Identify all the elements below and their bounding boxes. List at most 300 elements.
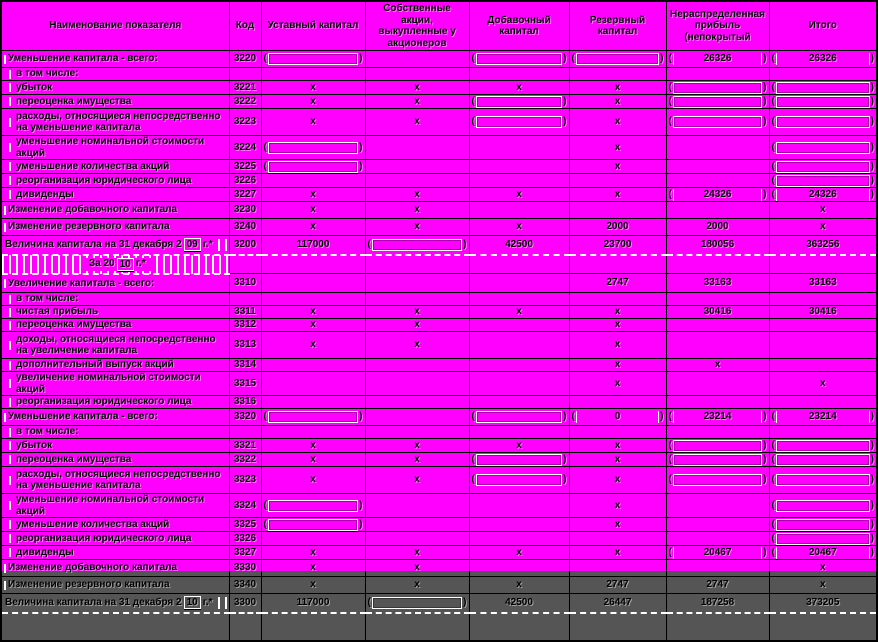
value-field[interactable] bbox=[776, 474, 870, 486]
row-label: в том числе: bbox=[1, 426, 229, 439]
cell-shares bbox=[365, 51, 469, 68]
cell-nerasp bbox=[666, 160, 769, 174]
cell-dobav bbox=[469, 160, 569, 174]
cell-rezerv-x-mark: х bbox=[569, 467, 666, 494]
close-paren: ) bbox=[763, 95, 767, 107]
cell-dobav bbox=[469, 319, 569, 332]
value-field[interactable] bbox=[268, 411, 358, 423]
row-label: в том числе: bbox=[1, 293, 229, 306]
open-paren: ( bbox=[771, 453, 775, 465]
col-header-shares: Собственные акции, выкупленные у акционеров bbox=[365, 1, 469, 51]
cell-itogo bbox=[769, 613, 877, 641]
row-label: доходы, относящиеся непосредственно на увеличение капитала bbox=[1, 332, 229, 359]
value-field[interactable] bbox=[372, 239, 462, 251]
table-row bbox=[1, 494, 877, 518]
cell-ustav bbox=[261, 51, 365, 68]
value-field[interactable] bbox=[576, 53, 659, 65]
row-label bbox=[1, 613, 229, 641]
cell-nerasp bbox=[666, 174, 769, 188]
value-field[interactable]: 23214 bbox=[673, 411, 762, 423]
cell-dobav bbox=[469, 293, 569, 306]
close-paren: ) bbox=[870, 546, 874, 558]
cell-dobav-x-mark: х bbox=[469, 306, 569, 319]
cell-nerasp bbox=[666, 453, 769, 467]
cell-nerasp bbox=[666, 202, 769, 219]
close-paren: ) bbox=[763, 439, 767, 451]
cell-itogo bbox=[769, 359, 877, 372]
cell-rezerv bbox=[569, 532, 666, 546]
value-field[interactable] bbox=[372, 597, 462, 609]
table-row bbox=[1, 255, 877, 274]
value-field[interactable] bbox=[268, 142, 358, 154]
row-code bbox=[229, 68, 261, 81]
cell-nerasp bbox=[666, 409, 769, 426]
cell-nerasp bbox=[666, 255, 769, 274]
cell-shares bbox=[365, 594, 469, 613]
row-label: расходы, относящиеся непосредственно на уменьшение капитала bbox=[1, 467, 229, 494]
row-label: дивиденды bbox=[1, 188, 229, 202]
cell-itogo bbox=[769, 409, 877, 426]
open-paren: ( bbox=[668, 411, 672, 423]
value-field[interactable]: 20467 bbox=[776, 547, 870, 559]
close-paren: ) bbox=[763, 81, 767, 93]
cell-shares-x-mark: х bbox=[365, 219, 469, 236]
value-field[interactable]: 23214 bbox=[776, 411, 870, 423]
row-code: 3226 bbox=[229, 174, 261, 188]
row-code: 3313 bbox=[229, 332, 261, 359]
cell-itogo: 363256 bbox=[769, 236, 877, 255]
cell-rezerv bbox=[569, 174, 666, 188]
value-field[interactable]: 24326 bbox=[673, 189, 762, 201]
cell-dobav bbox=[469, 95, 569, 109]
row-label: переоценка имущества bbox=[1, 453, 229, 467]
table-row bbox=[1, 202, 877, 219]
cell-nerasp: 2000 bbox=[666, 219, 769, 236]
cell-shares bbox=[365, 255, 469, 274]
open-paren: ( bbox=[668, 439, 672, 451]
cell-nerasp bbox=[666, 439, 769, 453]
cell-dobav bbox=[469, 68, 569, 81]
row-code: 3224 bbox=[229, 136, 261, 160]
cell-dobav bbox=[469, 372, 569, 396]
cell-rezerv-x-mark: х bbox=[569, 518, 666, 532]
open-paren: ( bbox=[668, 53, 672, 65]
cell-ustav bbox=[261, 160, 365, 174]
value-field[interactable] bbox=[476, 53, 562, 65]
table-row bbox=[1, 439, 877, 453]
row-code: 3225 bbox=[229, 160, 261, 174]
cell-ustav bbox=[261, 174, 365, 188]
cell-itogo-x-mark: х bbox=[769, 202, 877, 219]
section-separator bbox=[1, 255, 229, 274]
value-field[interactable]: 0 bbox=[576, 411, 659, 423]
open-paren: ( bbox=[571, 411, 575, 423]
table-row bbox=[1, 136, 877, 160]
close-paren: ) bbox=[870, 453, 874, 465]
cell-ustav-x-mark: х bbox=[261, 306, 365, 319]
value-field[interactable] bbox=[476, 96, 562, 108]
open-paren: ( bbox=[367, 597, 371, 608]
col-header-name: Наименование показателя bbox=[1, 1, 229, 51]
value-field[interactable]: 24326 bbox=[776, 189, 870, 201]
cell-ustav-x-mark: х bbox=[261, 319, 365, 332]
row-code: 3320 bbox=[229, 409, 261, 426]
cell-ustav-x-mark: х bbox=[261, 467, 365, 494]
value-field[interactable] bbox=[776, 142, 870, 154]
cell-dobav-x-mark: х bbox=[469, 81, 569, 95]
open-paren: ( bbox=[771, 546, 775, 558]
cell-nerasp bbox=[666, 494, 769, 518]
close-paren: ) bbox=[563, 95, 567, 107]
table-row bbox=[1, 95, 877, 109]
cell-nerasp bbox=[666, 426, 769, 439]
cell-nerasp bbox=[666, 109, 769, 136]
close-paren: ) bbox=[870, 174, 874, 186]
cell-rezerv bbox=[569, 51, 666, 68]
row-code bbox=[229, 255, 261, 274]
open-paren: ( bbox=[471, 95, 475, 107]
table-row bbox=[1, 467, 877, 494]
cell-ustav bbox=[261, 396, 365, 409]
value-field[interactable] bbox=[673, 82, 762, 94]
row-code: 3312 bbox=[229, 319, 261, 332]
value-field[interactable] bbox=[268, 519, 358, 531]
row-code: 3314 bbox=[229, 359, 261, 372]
close-paren: ) bbox=[763, 411, 767, 423]
value-field[interactable] bbox=[268, 53, 358, 65]
cell-shares bbox=[365, 274, 469, 293]
value-field[interactable] bbox=[476, 411, 562, 423]
row-label bbox=[1, 236, 229, 255]
open-paren: ( bbox=[263, 160, 267, 172]
row-code: 3323 bbox=[229, 467, 261, 494]
table-row bbox=[1, 372, 877, 396]
hatch-decoration bbox=[218, 597, 227, 609]
close-paren: ) bbox=[763, 453, 767, 465]
open-paren: ( bbox=[263, 411, 267, 423]
cell-dobav bbox=[469, 532, 569, 546]
cell-nerasp: 33163 bbox=[666, 274, 769, 293]
cell-dobav-x-mark: х bbox=[469, 219, 569, 236]
cell-rezerv: 2000 bbox=[569, 219, 666, 236]
close-paren: ) bbox=[359, 518, 363, 530]
cell-rezerv-x-mark: х bbox=[569, 372, 666, 396]
cell-shares-x-mark: х bbox=[365, 319, 469, 332]
cell-itogo bbox=[769, 439, 877, 453]
cell-ustav bbox=[261, 426, 365, 439]
open-paren: ( bbox=[771, 160, 775, 172]
cell-itogo bbox=[769, 546, 877, 560]
cell-shares bbox=[365, 372, 469, 396]
row-code: 3324 bbox=[229, 494, 261, 518]
cell-shares bbox=[365, 136, 469, 160]
cell-dobav bbox=[469, 51, 569, 68]
open-paren: ( bbox=[668, 453, 672, 465]
close-paren: ) bbox=[463, 597, 467, 608]
open-paren: ( bbox=[668, 81, 672, 93]
open-paren: ( bbox=[668, 546, 672, 558]
close-paren: ) bbox=[563, 474, 567, 486]
row-label: чистая прибыль bbox=[1, 306, 229, 319]
cell-rezerv bbox=[569, 68, 666, 81]
cell-rezerv: 26447 bbox=[569, 594, 666, 613]
value-field[interactable] bbox=[476, 116, 562, 128]
close-paren: ) bbox=[870, 160, 874, 172]
row-label bbox=[1, 594, 229, 613]
table-row bbox=[1, 68, 877, 81]
cell-ustav bbox=[261, 255, 365, 274]
cell-rezerv-x-mark: х bbox=[569, 453, 666, 467]
cell-rezerv-x-mark: х bbox=[569, 546, 666, 560]
cell-dobav bbox=[469, 467, 569, 494]
cell-shares bbox=[365, 174, 469, 188]
cell-shares bbox=[365, 160, 469, 174]
cell-shares-x-mark: х bbox=[365, 109, 469, 136]
cell-nerasp bbox=[666, 95, 769, 109]
year-suffix: г.* bbox=[202, 597, 213, 608]
value-field[interactable] bbox=[776, 82, 870, 94]
cell-shares bbox=[365, 409, 469, 426]
value-field[interactable] bbox=[776, 440, 870, 452]
row-label: Изменение резервного капитала bbox=[1, 577, 229, 594]
cell-shares bbox=[365, 396, 469, 409]
year-field[interactable]: 10 bbox=[117, 258, 134, 271]
cell-ustav bbox=[261, 613, 365, 641]
table-row bbox=[1, 546, 877, 560]
cell-dobav bbox=[469, 174, 569, 188]
cell-itogo-x-mark: х bbox=[769, 372, 877, 396]
cell-dobav-x-mark: х bbox=[469, 577, 569, 594]
cell-ustav-x-mark: х bbox=[261, 109, 365, 136]
cell-nerasp: 187258 bbox=[666, 594, 769, 613]
row-code: 3310 bbox=[229, 274, 261, 293]
row-code: 3223 bbox=[229, 109, 261, 136]
cell-rezerv: 2747 bbox=[569, 577, 666, 594]
close-paren: ) bbox=[870, 141, 874, 153]
cell-itogo bbox=[769, 319, 877, 332]
cell-itogo bbox=[769, 293, 877, 306]
cell-rezerv-x-mark: х bbox=[569, 332, 666, 359]
cell-rezerv bbox=[569, 396, 666, 409]
cell-ustav bbox=[261, 359, 365, 372]
row-label: дополнительный выпуск акций bbox=[1, 359, 229, 372]
cell-itogo-x-mark: х bbox=[769, 219, 877, 236]
table-row bbox=[1, 306, 877, 319]
cell-ustav bbox=[261, 532, 365, 546]
open-paren: ( bbox=[263, 53, 267, 65]
table-row bbox=[1, 396, 877, 409]
value-field[interactable] bbox=[776, 116, 870, 128]
row-label: Уменьшение капитала - всего: bbox=[1, 51, 229, 68]
cell-nerasp bbox=[666, 51, 769, 68]
cell-ustav bbox=[261, 409, 365, 426]
cell-dobav bbox=[469, 453, 569, 467]
cell-itogo bbox=[769, 160, 877, 174]
close-paren: ) bbox=[870, 95, 874, 107]
cell-ustav-x-mark: х bbox=[261, 332, 365, 359]
value-field[interactable] bbox=[776, 533, 870, 545]
close-paren: ) bbox=[359, 160, 363, 172]
cell-itogo bbox=[769, 426, 877, 439]
table-row bbox=[1, 518, 877, 532]
value-field[interactable] bbox=[673, 96, 762, 108]
row-label: Изменение добавочного капитала bbox=[1, 560, 229, 577]
table-row bbox=[1, 319, 877, 332]
close-paren: ) bbox=[870, 81, 874, 93]
cell-shares bbox=[365, 532, 469, 546]
open-paren: ( bbox=[471, 53, 475, 65]
cell-rezerv bbox=[569, 426, 666, 439]
cell-itogo bbox=[769, 188, 877, 202]
row-label: в том числе: bbox=[1, 68, 229, 81]
row-label: расходы, относящиеся непосредственно на уменьшение капитала bbox=[1, 109, 229, 136]
open-paren: ( bbox=[471, 116, 475, 128]
cell-shares bbox=[365, 518, 469, 532]
value-field[interactable] bbox=[268, 500, 358, 512]
cell-nerasp: 2747 bbox=[666, 577, 769, 594]
close-paren: ) bbox=[870, 532, 874, 544]
value-field[interactable] bbox=[673, 454, 762, 466]
cell-shares bbox=[365, 359, 469, 372]
value-field[interactable] bbox=[673, 474, 762, 486]
row-code: 3222 bbox=[229, 95, 261, 109]
open-paren: ( bbox=[263, 499, 267, 511]
year-suffix: г.* bbox=[135, 258, 146, 270]
cell-itogo bbox=[769, 332, 877, 359]
cell-dobav bbox=[469, 396, 569, 409]
open-paren: ( bbox=[771, 141, 775, 153]
cell-itogo bbox=[769, 467, 877, 494]
cell-shares-x-mark: х bbox=[365, 560, 469, 577]
row-code: 3327 bbox=[229, 546, 261, 560]
year-field[interactable]: 09 bbox=[184, 238, 201, 251]
open-paren: ( bbox=[771, 116, 775, 128]
cell-ustav bbox=[261, 293, 365, 306]
value-field[interactable] bbox=[776, 500, 870, 512]
cell-dobav: 42500 bbox=[469, 594, 569, 613]
cell-rezerv-x-mark: х bbox=[569, 160, 666, 174]
row-code: 3240 bbox=[229, 219, 261, 236]
cell-ustav bbox=[261, 136, 365, 160]
cell-nerasp-x-mark: х bbox=[666, 359, 769, 372]
table-row bbox=[1, 359, 877, 372]
col-header-itogo: Итого bbox=[769, 1, 877, 51]
close-paren: ) bbox=[660, 53, 664, 65]
cell-nerasp bbox=[666, 332, 769, 359]
table-row bbox=[1, 453, 877, 467]
close-paren: ) bbox=[763, 53, 767, 65]
cell-itogo bbox=[769, 95, 877, 109]
cell-dobav bbox=[469, 613, 569, 641]
cell-itogo: 373205 bbox=[769, 594, 877, 613]
table-row bbox=[1, 613, 877, 641]
row-label: уменьшение количества акций bbox=[1, 160, 229, 174]
close-paren: ) bbox=[763, 116, 767, 128]
value-field[interactable]: 20467 bbox=[673, 547, 762, 559]
open-paren: ( bbox=[668, 474, 672, 486]
col-header-rezerv: Резервный капитал bbox=[569, 1, 666, 51]
cell-dobav bbox=[469, 136, 569, 160]
table-row bbox=[1, 160, 877, 174]
value-field[interactable] bbox=[476, 474, 562, 486]
cell-ustav-x-mark: х bbox=[261, 453, 365, 467]
value-field[interactable] bbox=[673, 440, 762, 452]
row-code bbox=[229, 293, 261, 306]
row-code: 3300 bbox=[229, 594, 261, 613]
close-paren: ) bbox=[870, 53, 874, 65]
cell-nerasp bbox=[666, 372, 769, 396]
value-field[interactable]: 26326 bbox=[673, 53, 762, 65]
close-paren: ) bbox=[563, 411, 567, 423]
table-row bbox=[1, 332, 877, 359]
cell-shares bbox=[365, 426, 469, 439]
row-code: 3321 bbox=[229, 439, 261, 453]
cell-shares-x-mark: х bbox=[365, 453, 469, 467]
cell-dobav bbox=[469, 359, 569, 372]
open-paren: ( bbox=[771, 53, 775, 65]
year-suffix: г.* bbox=[202, 239, 213, 250]
value-field[interactable] bbox=[673, 116, 762, 128]
value-field[interactable] bbox=[776, 161, 870, 173]
table-row bbox=[1, 51, 877, 68]
cell-dobav bbox=[469, 274, 569, 293]
close-paren: ) bbox=[870, 116, 874, 128]
cell-ustav bbox=[261, 494, 365, 518]
value-field[interactable] bbox=[776, 175, 870, 187]
cell-itogo bbox=[769, 518, 877, 532]
cell-ustav: 117000 bbox=[261, 594, 365, 613]
year-field[interactable]: 10 bbox=[184, 596, 201, 609]
value-field[interactable]: 26326 bbox=[776, 53, 870, 65]
cell-itogo bbox=[769, 494, 877, 518]
close-paren: ) bbox=[359, 411, 363, 423]
row-code: 3316 bbox=[229, 396, 261, 409]
value-field[interactable] bbox=[776, 519, 870, 531]
cell-rezerv bbox=[569, 560, 666, 577]
value-field[interactable] bbox=[476, 454, 562, 466]
cell-ustav-x-mark: х bbox=[261, 81, 365, 95]
close-paren: ) bbox=[359, 53, 363, 65]
value-field[interactable] bbox=[776, 454, 870, 466]
open-paren: ( bbox=[771, 95, 775, 107]
table-row bbox=[1, 188, 877, 202]
value-field[interactable] bbox=[776, 96, 870, 108]
close-paren: ) bbox=[359, 499, 363, 511]
cell-shares bbox=[365, 68, 469, 81]
cell-shares-x-mark: х bbox=[365, 546, 469, 560]
cell-shares bbox=[365, 293, 469, 306]
row-label: увеличение номинальной стоимости акций bbox=[1, 372, 229, 396]
cell-itogo bbox=[769, 174, 877, 188]
table-row bbox=[1, 594, 877, 613]
row-code: 3221 bbox=[229, 81, 261, 95]
open-paren: ( bbox=[771, 81, 775, 93]
cell-rezerv bbox=[569, 293, 666, 306]
open-paren: ( bbox=[571, 53, 575, 65]
value-field[interactable] bbox=[268, 161, 358, 173]
cell-rezerv-x-mark: х bbox=[569, 359, 666, 372]
row-label: переоценка имущества bbox=[1, 95, 229, 109]
table-row bbox=[1, 174, 877, 188]
open-paren: ( bbox=[668, 188, 672, 200]
cell-ustav-x-mark: х bbox=[261, 577, 365, 594]
cell-ustav-x-mark: х bbox=[261, 219, 365, 236]
row-label: Изменение резервного капитала bbox=[1, 219, 229, 236]
table-row bbox=[1, 532, 877, 546]
table-row bbox=[1, 426, 877, 439]
cell-itogo bbox=[769, 51, 877, 68]
row-label: уменьшение номинальной стоимости акций bbox=[1, 136, 229, 160]
